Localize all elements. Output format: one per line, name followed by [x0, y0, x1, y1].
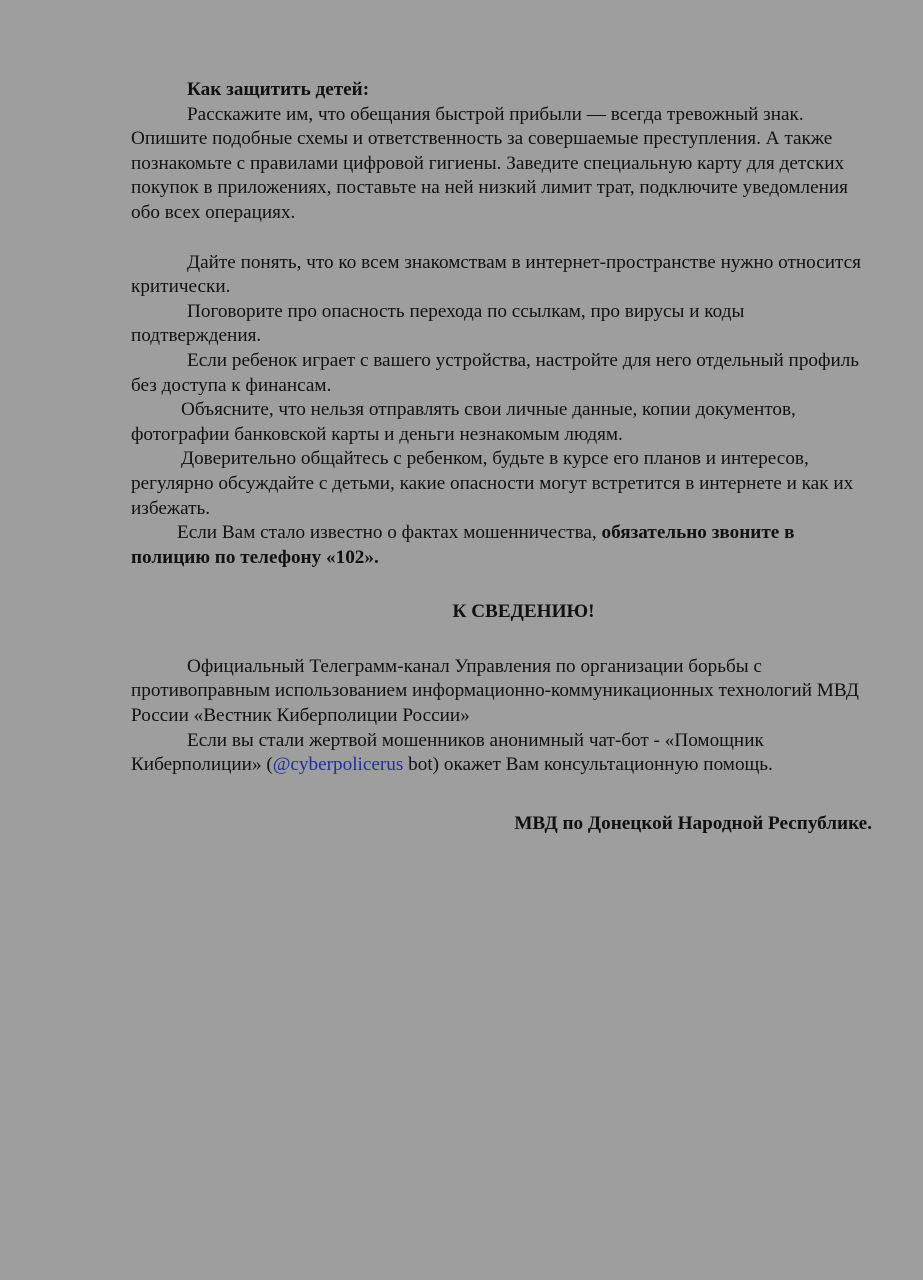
document-page: [131, 78, 872, 836]
paragraph-links-viruses: Поговорите про опасность перехода по ссылкам, про вирусы и коды подтверждения.: [131, 300, 745, 347]
paragraph-profit-warning: Расскажите им, что обещания быстрой прибыли — всегда тревожный знак. Опишите подобные схемы и ответственность за совершаемые преступления. А также познакомьте с правилами цифровой гигиены. Заведите специальную карту для детских покупок в приложениях, поставьте на ней низкий лимит трат, подключите уведомления обо всех операциях.: [131, 103, 848, 223]
chatbot-tail: bot) окажет Вам консультационную помощь.: [403, 754, 773, 776]
paragraph-police-call: [131, 521, 866, 570]
paragraph-personal-data: Объясните, что нельзя отправлять свои личные данные, копии документов, фотографии банковской карты и деньги незнакомым людям.: [131, 399, 796, 445]
section-heading: Как защитить детей:: [187, 79, 370, 100]
chatbot-link[interactable]: @cyberpolicerus: [272, 754, 404, 776]
spacer: [131, 570, 866, 600]
paragraph-telegram-channel: Официальный Телеграмм-канал Управления по организации борьбы с противоправным использованием информационно-коммуникационных технологий МВД России «Вестник Киберполиции России»: [131, 655, 859, 727]
paragraph-trust-communication: Доверительно общайтесь с ребенком, будьте в курсе его планов и интересов, регулярно обсуждайте с детьми, какие опасности могут встретится в интернете и как их избежать.: [131, 448, 854, 519]
signature: МВД по Донецкой Народной Республике.: [514, 812, 872, 834]
chatbot-lead: Если вы стали жертвой мошенников анонимный чат-бот - «Помощник Киберполиции» (: [131, 729, 764, 776]
paragraph-online-acquaintances: Дайте понять, что ко всем знакомствам в интернет-пространстве нужно относится критически.: [131, 251, 861, 298]
paragraph-separate-profile: Если ребенок играет с вашего устройства, настройте для него отдельный профиль без доступа к финансам.: [131, 349, 860, 396]
spacer: [131, 226, 866, 251]
paragraph-chatbot: [131, 729, 866, 778]
notice-title: К СВЕДЕНИЮ!: [452, 601, 595, 623]
police-call-lead: Если Вам стало известно о фактах мошенничества,: [177, 522, 602, 544]
spacer: [131, 625, 866, 655]
police-call-bold: обязательно звоните в полицию по телефону «102».: [131, 522, 795, 568]
spacer: [131, 778, 866, 812]
